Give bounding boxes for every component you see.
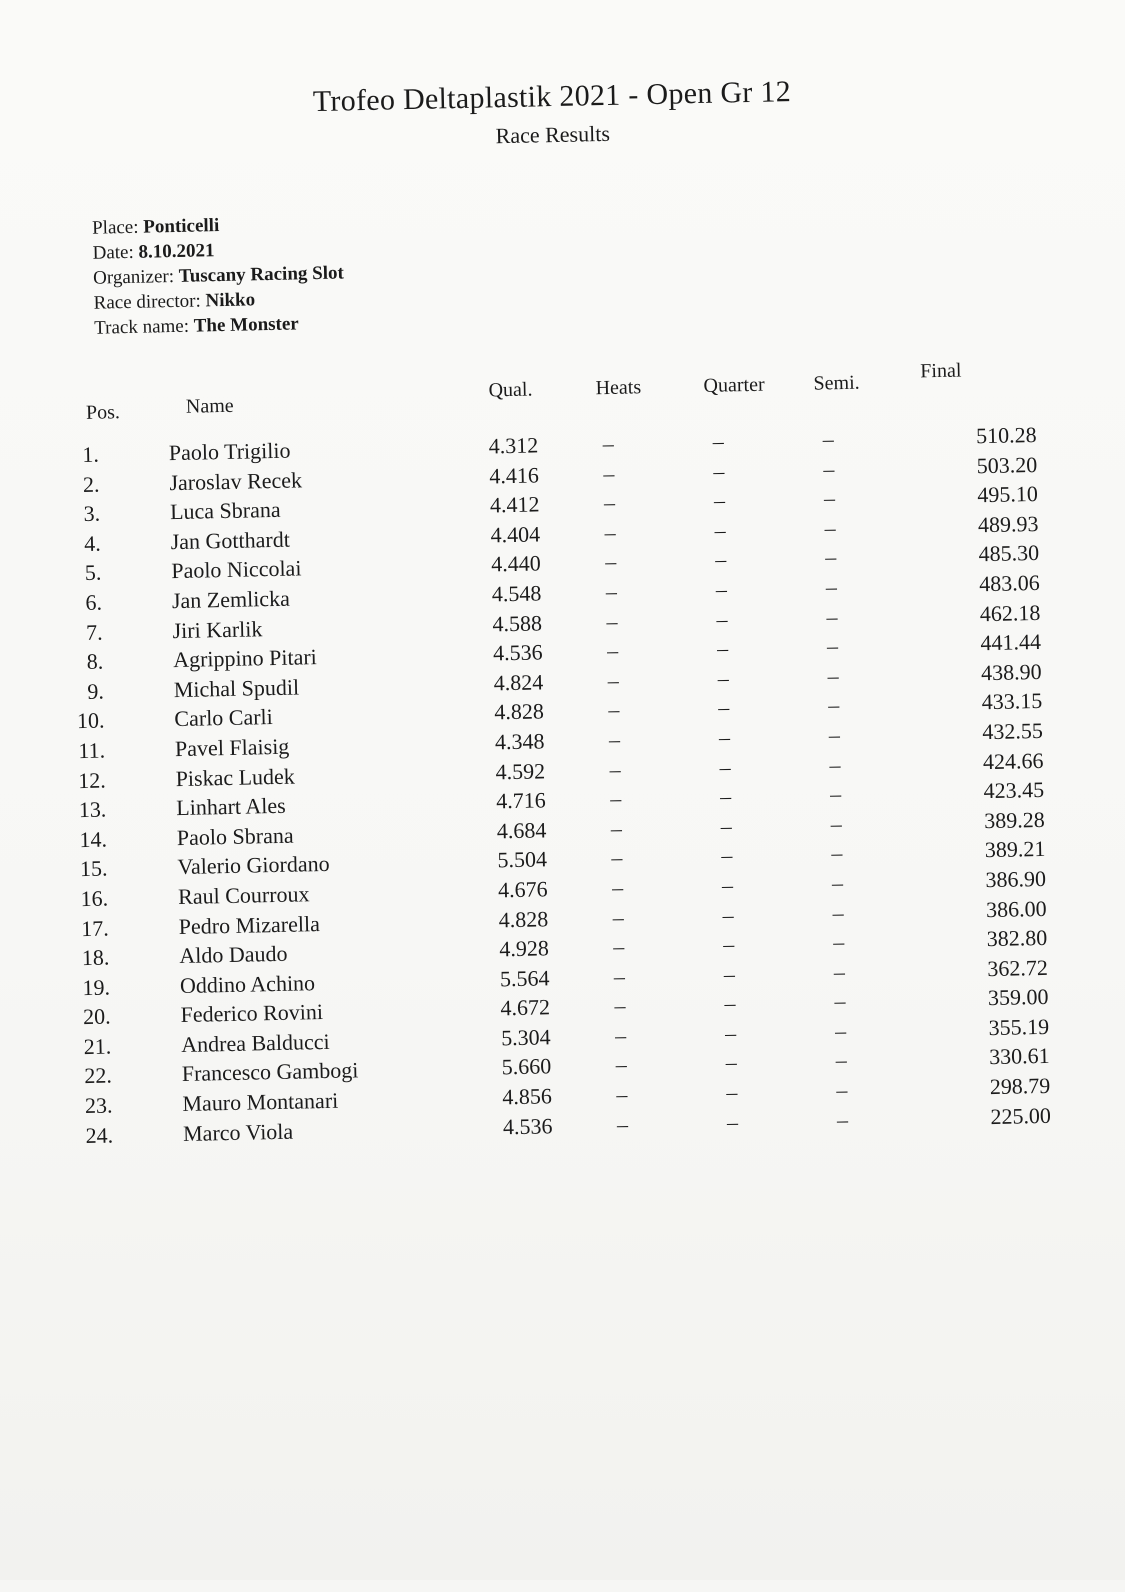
qual-cell: 5.504 (497, 846, 548, 873)
pos-cell: 6. (85, 589, 103, 615)
semi-cell: – (824, 544, 837, 570)
name-cell: Paolo Niccolai (171, 555, 302, 584)
name-cell: Federico Rovini (180, 999, 324, 1028)
organizer-label: Organizer: (92, 266, 175, 289)
final-cell: 389.28 (983, 806, 1045, 833)
semi-cell: – (828, 722, 841, 748)
column-header-heats: Heats (595, 376, 642, 400)
heats-cell: – (614, 993, 626, 1019)
name-cell: Pedro Mizarella (178, 910, 321, 939)
semi-cell: – (829, 781, 842, 807)
heats-cell: – (614, 1022, 627, 1048)
heats-cell: – (605, 578, 618, 605)
qual-cell: 4.404 (490, 521, 541, 548)
place-label: Place: (91, 216, 139, 239)
final-cell: 510.28 (975, 421, 1037, 449)
pos-cell: 19. (82, 974, 111, 1000)
heats-cell: – (612, 904, 624, 930)
pos-cell: 3. (83, 500, 101, 527)
final-cell: 424.66 (982, 747, 1044, 774)
name-cell: Jiri Karlik (172, 615, 263, 643)
pos-cell: 15. (79, 855, 108, 882)
pos-cell: 7. (85, 619, 103, 645)
pos-cell: 24. (85, 1122, 114, 1148)
semi-cell: – (832, 899, 844, 925)
name-cell: Linhart Ales (176, 792, 286, 821)
final-cell: 432.55 (982, 717, 1044, 745)
heats-cell: – (606, 637, 619, 664)
name-cell: Andrea Balducci (180, 1028, 330, 1057)
quarter-cell: – (722, 901, 734, 928)
quarter-cell: – (717, 665, 729, 691)
semi-cell: – (823, 455, 835, 482)
quarter-cell: – (714, 517, 726, 543)
quarter-cell: – (719, 783, 732, 809)
qual-cell: 4.684 (496, 817, 547, 844)
qual-cell: 5.564 (499, 964, 550, 992)
qual-cell: 4.536 (492, 639, 543, 666)
semi-cell: – (822, 426, 834, 452)
quarter-cell: – (724, 990, 736, 1016)
name-cell: Mauro Montanari (182, 1087, 339, 1117)
name-cell: Carlo Carli (174, 704, 274, 732)
final-cell: 503.20 (976, 451, 1038, 478)
final-cell: 438.90 (980, 658, 1042, 685)
pos-cell: 13. (78, 796, 107, 823)
final-cell: 382.80 (986, 924, 1048, 952)
semi-cell: – (829, 751, 841, 777)
final-cell: 298.79 (989, 1072, 1051, 1100)
final-cell: 433.15 (981, 688, 1043, 715)
heats-cell: – (609, 756, 621, 782)
column-header-quarter: Quarter (703, 373, 765, 397)
final-cell: 485.30 (978, 540, 1040, 567)
quarter-cell: – (723, 961, 736, 987)
qual-cell: 5.304 (500, 1024, 551, 1051)
date-value: 8.10.2021 (138, 240, 215, 263)
pos-cell: 12. (77, 767, 106, 793)
quarter-cell: – (725, 1049, 737, 1076)
heats-cell: – (603, 490, 616, 516)
qual-cell: 4.592 (495, 757, 546, 784)
qual-cell: 5.660 (501, 1053, 552, 1080)
page-subtitle: Race Results (495, 120, 611, 149)
name-cell: Jaroslav Recek (169, 466, 303, 495)
semi-cell: – (832, 929, 845, 955)
name-cell: Paolo Sbrana (176, 822, 294, 850)
column-header-name: Name (185, 394, 234, 418)
final-cell: 225.00 (990, 1102, 1052, 1129)
quarter-cell: – (718, 694, 730, 721)
final-cell: 386.90 (985, 865, 1047, 893)
heats-cell: – (608, 697, 620, 723)
name-cell: Agrippino Pitari (172, 644, 318, 673)
quarter-cell: – (721, 872, 734, 898)
quarter-cell: – (715, 576, 728, 602)
quarter-cell: – (713, 458, 725, 484)
quarter-cell: – (718, 724, 731, 750)
semi-cell: – (828, 692, 840, 718)
column-header-pos: Pos. (85, 401, 121, 424)
semi-cell: – (831, 870, 844, 896)
semi-cell: – (823, 485, 836, 511)
name-cell: Oddino Achino (179, 969, 316, 998)
qual-cell: 4.856 (502, 1083, 553, 1110)
semi-cell: – (827, 662, 839, 689)
qual-cell: 4.828 (494, 698, 545, 725)
final-cell: 355.19 (988, 1013, 1050, 1040)
quarter-cell: – (714, 546, 727, 573)
column-header-semi: Semi. (813, 371, 860, 395)
column-header-qual: Qual. (488, 378, 533, 402)
semi-cell: – (836, 1077, 848, 1103)
qual-cell: 4.676 (497, 876, 548, 903)
heats-cell: – (616, 1081, 628, 1107)
heats-cell: – (611, 874, 624, 900)
organizer-value: Tuscany Racing Slot (178, 262, 345, 287)
name-cell: Michal Spudil (173, 674, 300, 702)
final-cell: 441.44 (980, 629, 1042, 656)
date-label: Date: (92, 241, 135, 264)
quarter-cell: – (726, 1109, 739, 1135)
quarter-cell: – (726, 1079, 738, 1105)
organizer-row (93, 260, 344, 290)
name-cell: Francesco Gambogi (181, 1057, 359, 1087)
qual-cell: 4.348 (494, 728, 545, 755)
heats-cell: – (613, 963, 626, 989)
track-label: Track name: (93, 315, 190, 339)
page-title: Trofeo Deltaplastik 2021 - Open Gr 12 (312, 75, 792, 119)
heats-cell: – (603, 460, 615, 486)
name-cell: Paolo Trigilio (168, 437, 291, 466)
semi-cell: – (834, 988, 846, 1014)
final-cell: 330.61 (988, 1043, 1050, 1070)
semi-cell: – (836, 1106, 849, 1132)
pos-cell: 10. (76, 707, 105, 734)
quarter-cell: – (716, 635, 729, 661)
heats-cell: – (611, 845, 623, 871)
quarter-cell: – (716, 606, 728, 632)
place-value: Ponticelli (143, 215, 220, 238)
semi-cell: – (835, 1047, 847, 1073)
qual-cell: 4.824 (493, 669, 544, 696)
final-cell: 483.06 (978, 569, 1040, 597)
name-cell: Jan Zemlicka (171, 585, 291, 614)
heats-cell: – (613, 933, 625, 960)
quarter-cell: – (724, 1020, 737, 1046)
pos-cell: 14. (79, 826, 108, 852)
final-cell: 359.00 (987, 984, 1049, 1011)
quarter-cell: – (719, 753, 731, 780)
heats-cell: – (606, 608, 618, 634)
semi-cell: – (831, 840, 843, 866)
results-table (0, 420, 1125, 1154)
quarter-cell: – (712, 428, 724, 454)
pos-cell: 9. (87, 678, 105, 704)
pos-cell: 21. (83, 1033, 112, 1059)
semi-cell: – (824, 514, 836, 541)
name-cell: Valerio Giordano (177, 851, 330, 880)
track-row (94, 310, 345, 340)
name-cell: Piskac Ludek (175, 763, 296, 791)
qual-cell: 4.312 (488, 432, 539, 459)
qual-cell: 4.588 (492, 609, 543, 636)
final-cell: 462.18 (979, 599, 1041, 626)
heats-cell: – (602, 430, 614, 457)
director-value: Nikko (205, 289, 256, 312)
heats-cell: – (604, 519, 616, 545)
name-cell: Aldo Daudo (179, 940, 288, 969)
final-cell: 362.72 (987, 954, 1049, 981)
final-cell: 423.45 (983, 777, 1045, 804)
pos-cell: 8. (86, 648, 104, 675)
qual-cell: 4.412 (489, 491, 540, 518)
name-cell: Jan Gotthardt (170, 526, 291, 554)
name-cell: Raul Courroux (177, 881, 310, 909)
heats-cell: – (604, 549, 617, 575)
quarter-cell: – (721, 842, 733, 868)
director-label: Race director: (93, 290, 201, 314)
quarter-cell: – (722, 931, 735, 957)
qual-cell: 4.536 (502, 1112, 553, 1139)
qual-cell: 4.416 (489, 462, 540, 489)
column-header-final: Final (920, 359, 962, 383)
semi-cell: – (826, 633, 839, 659)
pos-cell: 23. (84, 1092, 113, 1119)
pos-cell: 22. (84, 1062, 113, 1089)
heats-cell: – (615, 1052, 628, 1078)
heats-cell: – (609, 785, 622, 812)
qual-cell: 4.440 (490, 550, 541, 577)
final-cell: 389.21 (984, 836, 1046, 863)
pos-cell: 17. (81, 915, 110, 941)
pos-cell: 20. (82, 1003, 111, 1030)
final-cell: 495.10 (977, 481, 1039, 508)
quarter-cell: – (713, 487, 726, 513)
semi-cell: – (830, 810, 843, 837)
qual-cell: 4.548 (491, 580, 542, 607)
name-cell: Luca Sbrana (169, 497, 281, 525)
pos-cell: 5. (84, 559, 102, 586)
semi-cell: – (826, 603, 838, 629)
qual-cell: 4.672 (500, 994, 551, 1021)
quarter-cell: – (720, 813, 733, 839)
heats-cell: – (616, 1111, 629, 1137)
name-cell: Pavel Flaisig (174, 733, 290, 762)
final-cell: 489.93 (977, 510, 1039, 538)
pos-cell: 4. (83, 530, 101, 556)
semi-cell: – (833, 958, 846, 985)
qual-cell: 4.828 (498, 905, 549, 932)
heats-cell: – (607, 667, 619, 693)
semi-cell: – (825, 574, 838, 600)
qual-cell: 4.928 (499, 935, 550, 962)
semi-cell: – (834, 1017, 847, 1044)
final-cell: 386.00 (985, 895, 1047, 922)
qual-cell: 4.716 (495, 787, 546, 814)
track-value: The Monster (193, 313, 299, 337)
pos-cell: 11. (78, 737, 106, 764)
heats-cell: – (610, 815, 623, 841)
pos-cell: 18. (81, 944, 110, 971)
pos-cell: 2. (82, 471, 100, 497)
pos-cell: 1. (82, 441, 100, 467)
race-info (92, 210, 345, 340)
pos-cell: 16. (80, 885, 109, 912)
name-cell: Marco Viola (182, 1118, 294, 1146)
heats-cell: – (608, 726, 621, 752)
